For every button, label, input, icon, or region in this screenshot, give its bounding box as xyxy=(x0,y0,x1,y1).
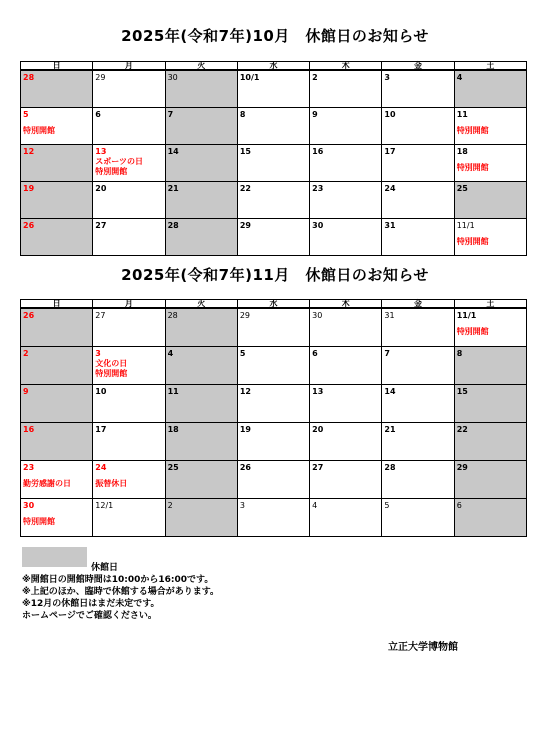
calendar-day xyxy=(93,145,165,182)
day-number: 17 xyxy=(384,147,396,156)
november-title: 2025年(令和7年)11月 休館日のお知らせ xyxy=(121,266,429,284)
closed-day-legend-label: 休館日 xyxy=(91,563,119,573)
day-note: 特別開館 xyxy=(95,167,128,176)
calendar-week-row xyxy=(21,108,527,145)
calendar-day-closed xyxy=(454,182,526,219)
day-number: 30 xyxy=(167,73,178,82)
calendar-day-closed xyxy=(21,347,93,385)
calendar-week-row xyxy=(21,423,527,461)
day-note: 特別開館 xyxy=(23,517,55,526)
weekday-header: 水 xyxy=(237,62,309,71)
weekday-header: 土 xyxy=(454,62,526,71)
day-number: 27 xyxy=(312,463,324,472)
calendar-day xyxy=(21,499,93,537)
weekday-header: 土 xyxy=(454,300,526,309)
day-number: 6 xyxy=(456,501,462,510)
calendar-day xyxy=(237,461,309,499)
calendar-day xyxy=(237,499,309,537)
calendar-day xyxy=(310,461,382,499)
calendar-day xyxy=(237,70,309,108)
day-number: 6 xyxy=(312,349,318,358)
calendar-day-closed xyxy=(165,499,237,537)
note-december-undecided: ※12月の休館日はまだ未定です。 xyxy=(22,599,160,609)
calendar-week-row xyxy=(21,385,527,423)
day-note: 勤労感謝の日 xyxy=(23,479,71,488)
calendar-day-closed xyxy=(165,219,237,256)
organization-name: 立正大学博物館 xyxy=(388,642,458,653)
calendar-day xyxy=(93,70,165,108)
calendar-day xyxy=(237,385,309,423)
calendar-day xyxy=(93,461,165,499)
day-number: 29 xyxy=(239,311,251,320)
day-number: 31 xyxy=(384,221,396,230)
calendar-day xyxy=(382,108,454,145)
calendar-day xyxy=(93,219,165,256)
day-number: 23 xyxy=(23,463,35,472)
day-number: 28 xyxy=(23,73,35,82)
day-number: 4 xyxy=(312,501,318,510)
calendar-day-closed xyxy=(454,347,526,385)
calendar-day xyxy=(310,499,382,537)
day-number: 13 xyxy=(312,387,324,396)
calendar-day xyxy=(93,423,165,461)
day-number: 10 xyxy=(384,110,396,119)
day-number: 15 xyxy=(239,147,251,156)
day-number: 21 xyxy=(384,425,396,434)
day-note: 特別開館 xyxy=(95,369,128,378)
october-calendar xyxy=(20,61,527,256)
calendar-day xyxy=(237,308,309,347)
calendar-day-closed xyxy=(454,461,526,499)
calendar-day xyxy=(310,308,382,347)
calendar-day xyxy=(454,219,526,256)
day-number: 28 xyxy=(384,463,396,472)
day-number: 8 xyxy=(456,349,463,358)
day-number: 11/1 xyxy=(456,221,475,230)
calendar-week-row xyxy=(21,499,527,537)
calendar-day xyxy=(310,182,382,219)
calendar-day-closed xyxy=(165,145,237,182)
day-number: 21 xyxy=(167,184,179,193)
weekday-header: 月 xyxy=(93,300,165,309)
calendar-week-row xyxy=(21,70,527,108)
day-number: 30 xyxy=(23,501,35,510)
calendar-day xyxy=(454,308,526,347)
day-number: 4 xyxy=(456,73,463,82)
day-number: 16 xyxy=(23,425,35,434)
day-number: 30 xyxy=(312,221,324,230)
calendar-day xyxy=(237,145,309,182)
day-number: 28 xyxy=(167,221,179,230)
day-number: 13 xyxy=(95,147,107,156)
october-weekday-header-row xyxy=(21,62,527,71)
day-number: 19 xyxy=(239,425,251,434)
day-number: 18 xyxy=(167,425,179,434)
calendar-day xyxy=(382,461,454,499)
day-note: スポーツの日 xyxy=(95,157,143,166)
calendar-day xyxy=(454,145,526,182)
day-number: 27 xyxy=(95,221,107,230)
calendar-day xyxy=(454,108,526,145)
calendar-week-row xyxy=(21,182,527,219)
day-number: 8 xyxy=(239,110,246,119)
calendar-day xyxy=(382,499,454,537)
day-note: 振替休日 xyxy=(95,479,128,488)
weekday-header: 木 xyxy=(310,300,382,309)
calendar-day xyxy=(382,70,454,108)
calendar-day xyxy=(382,347,454,385)
calendar-day xyxy=(237,423,309,461)
calendar-day-closed xyxy=(21,423,93,461)
day-number: 5 xyxy=(384,501,390,510)
weekday-header: 木 xyxy=(310,62,382,71)
calendar-day-closed xyxy=(165,70,237,108)
calendar-day-closed xyxy=(165,347,237,385)
day-number: 11 xyxy=(456,110,468,119)
day-number: 12/1 xyxy=(95,501,114,510)
day-number: 6 xyxy=(95,110,101,119)
calendar-day-closed xyxy=(165,182,237,219)
calendar-day xyxy=(382,219,454,256)
day-number: 2 xyxy=(167,501,173,510)
calendar-day-closed xyxy=(21,385,93,423)
day-number: 29 xyxy=(239,221,251,230)
weekday-header: 水 xyxy=(237,300,309,309)
calendar-day xyxy=(382,385,454,423)
day-number: 10 xyxy=(95,387,107,396)
day-number: 30 xyxy=(312,311,323,320)
day-number: 2 xyxy=(23,349,29,358)
calendar-day-closed xyxy=(165,308,237,347)
calendar-day xyxy=(310,70,382,108)
calendar-day xyxy=(93,182,165,219)
day-number: 23 xyxy=(312,184,324,193)
calendar-day xyxy=(93,108,165,145)
day-number: 14 xyxy=(167,147,179,156)
day-number: 25 xyxy=(456,184,468,193)
day-number: 9 xyxy=(23,387,29,396)
calendar-day-closed xyxy=(165,423,237,461)
calendar-day xyxy=(93,385,165,423)
calendar-day xyxy=(310,219,382,256)
calendar-day-closed xyxy=(165,108,237,145)
calendar-day xyxy=(93,308,165,347)
note-temporary-closure: ※上記のほか、臨時で休館する場合があります。 xyxy=(22,587,220,597)
day-number: 7 xyxy=(167,110,174,119)
calendar-day xyxy=(382,423,454,461)
day-number: 15 xyxy=(456,387,468,396)
calendar-day xyxy=(93,499,165,537)
weekday-header: 火 xyxy=(165,62,237,71)
calendar-day xyxy=(93,347,165,385)
note-opening-hours: ※開館日の開館時間は10:00から16:00です。 xyxy=(22,575,214,585)
calendar-day xyxy=(21,461,93,499)
calendar-day xyxy=(310,385,382,423)
calendar-week-row xyxy=(21,308,527,347)
calendar-day-closed xyxy=(165,385,237,423)
day-number: 20 xyxy=(312,425,324,434)
calendar-week-row xyxy=(21,347,527,385)
weekday-header: 火 xyxy=(165,300,237,309)
day-number: 5 xyxy=(239,349,246,358)
day-number: 24 xyxy=(384,184,396,193)
day-number: 20 xyxy=(95,184,107,193)
day-number: 26 xyxy=(23,311,35,320)
day-number: 11 xyxy=(167,387,179,396)
day-number: 12 xyxy=(239,387,251,396)
day-note: 特別開館 xyxy=(456,327,489,336)
day-number: 3 xyxy=(384,73,390,82)
day-note: 特別開館 xyxy=(456,126,489,135)
day-number: 12 xyxy=(23,147,35,156)
calendar-week-row xyxy=(21,461,527,499)
day-number: 7 xyxy=(384,349,390,358)
day-number: 17 xyxy=(95,425,107,434)
day-number: 28 xyxy=(167,311,178,320)
day-number: 27 xyxy=(95,311,106,320)
note-check-website: ホームページでご確認ください。 xyxy=(22,611,157,621)
calendar-day-closed xyxy=(21,182,93,219)
day-number: 26 xyxy=(239,463,251,472)
day-number: 18 xyxy=(456,147,468,156)
day-number: 19 xyxy=(23,184,35,193)
day-number: 3 xyxy=(95,349,101,358)
calendar-day-closed xyxy=(165,461,237,499)
notes-block xyxy=(22,574,219,622)
day-number: 11/1 xyxy=(456,311,477,320)
weekday-header: 月 xyxy=(93,62,165,71)
day-number: 29 xyxy=(95,73,106,82)
day-note: 特別開館 xyxy=(456,237,489,246)
calendar-day xyxy=(237,108,309,145)
day-number: 16 xyxy=(312,147,324,156)
day-number: 2 xyxy=(312,73,318,82)
day-note: 特別開館 xyxy=(23,126,55,135)
calendar-day-closed xyxy=(454,385,526,423)
day-number: 25 xyxy=(167,463,179,472)
calendar-day xyxy=(237,219,309,256)
day-note: 特別開館 xyxy=(456,163,489,172)
calendar-day-closed xyxy=(454,499,526,537)
calendar-day xyxy=(310,145,382,182)
closed-day-legend-swatch xyxy=(22,547,87,567)
day-number: 31 xyxy=(384,311,395,320)
day-number: 4 xyxy=(167,349,174,358)
day-note: 文化の日 xyxy=(95,359,128,368)
weekday-header: 金 xyxy=(382,300,454,309)
calendar-day-closed xyxy=(21,219,93,256)
calendar-day xyxy=(21,108,93,145)
calendar-week-row xyxy=(21,145,527,182)
calendar-day-closed xyxy=(454,70,526,108)
day-number: 5 xyxy=(23,110,29,119)
november-calendar xyxy=(20,299,527,537)
october-title: 2025年(令和7年)10月 休館日のお知らせ xyxy=(121,27,429,45)
calendar-day xyxy=(382,145,454,182)
weekday-header: 日 xyxy=(21,62,93,71)
calendar-week-row xyxy=(21,219,527,256)
weekday-header: 金 xyxy=(382,62,454,71)
day-number: 26 xyxy=(23,221,35,230)
weekday-header: 日 xyxy=(21,300,93,309)
calendar-day xyxy=(382,308,454,347)
calendar-day xyxy=(310,347,382,385)
day-number: 10/1 xyxy=(239,73,260,82)
calendar-day xyxy=(382,182,454,219)
calendar-day xyxy=(310,108,382,145)
calendar-day xyxy=(237,347,309,385)
calendar-day-closed xyxy=(21,145,93,182)
calendar-day-closed xyxy=(21,308,93,347)
day-number: 14 xyxy=(384,387,396,396)
day-number: 22 xyxy=(239,184,251,193)
november-weekday-header-row xyxy=(21,300,527,309)
calendar-day-closed xyxy=(21,70,93,108)
day-number: 9 xyxy=(312,110,318,119)
day-number: 24 xyxy=(95,463,107,472)
calendar-day xyxy=(310,423,382,461)
calendar-day-closed xyxy=(454,423,526,461)
day-number: 29 xyxy=(456,463,468,472)
day-number: 3 xyxy=(239,501,245,510)
calendar-day xyxy=(237,182,309,219)
day-number: 22 xyxy=(456,425,468,434)
